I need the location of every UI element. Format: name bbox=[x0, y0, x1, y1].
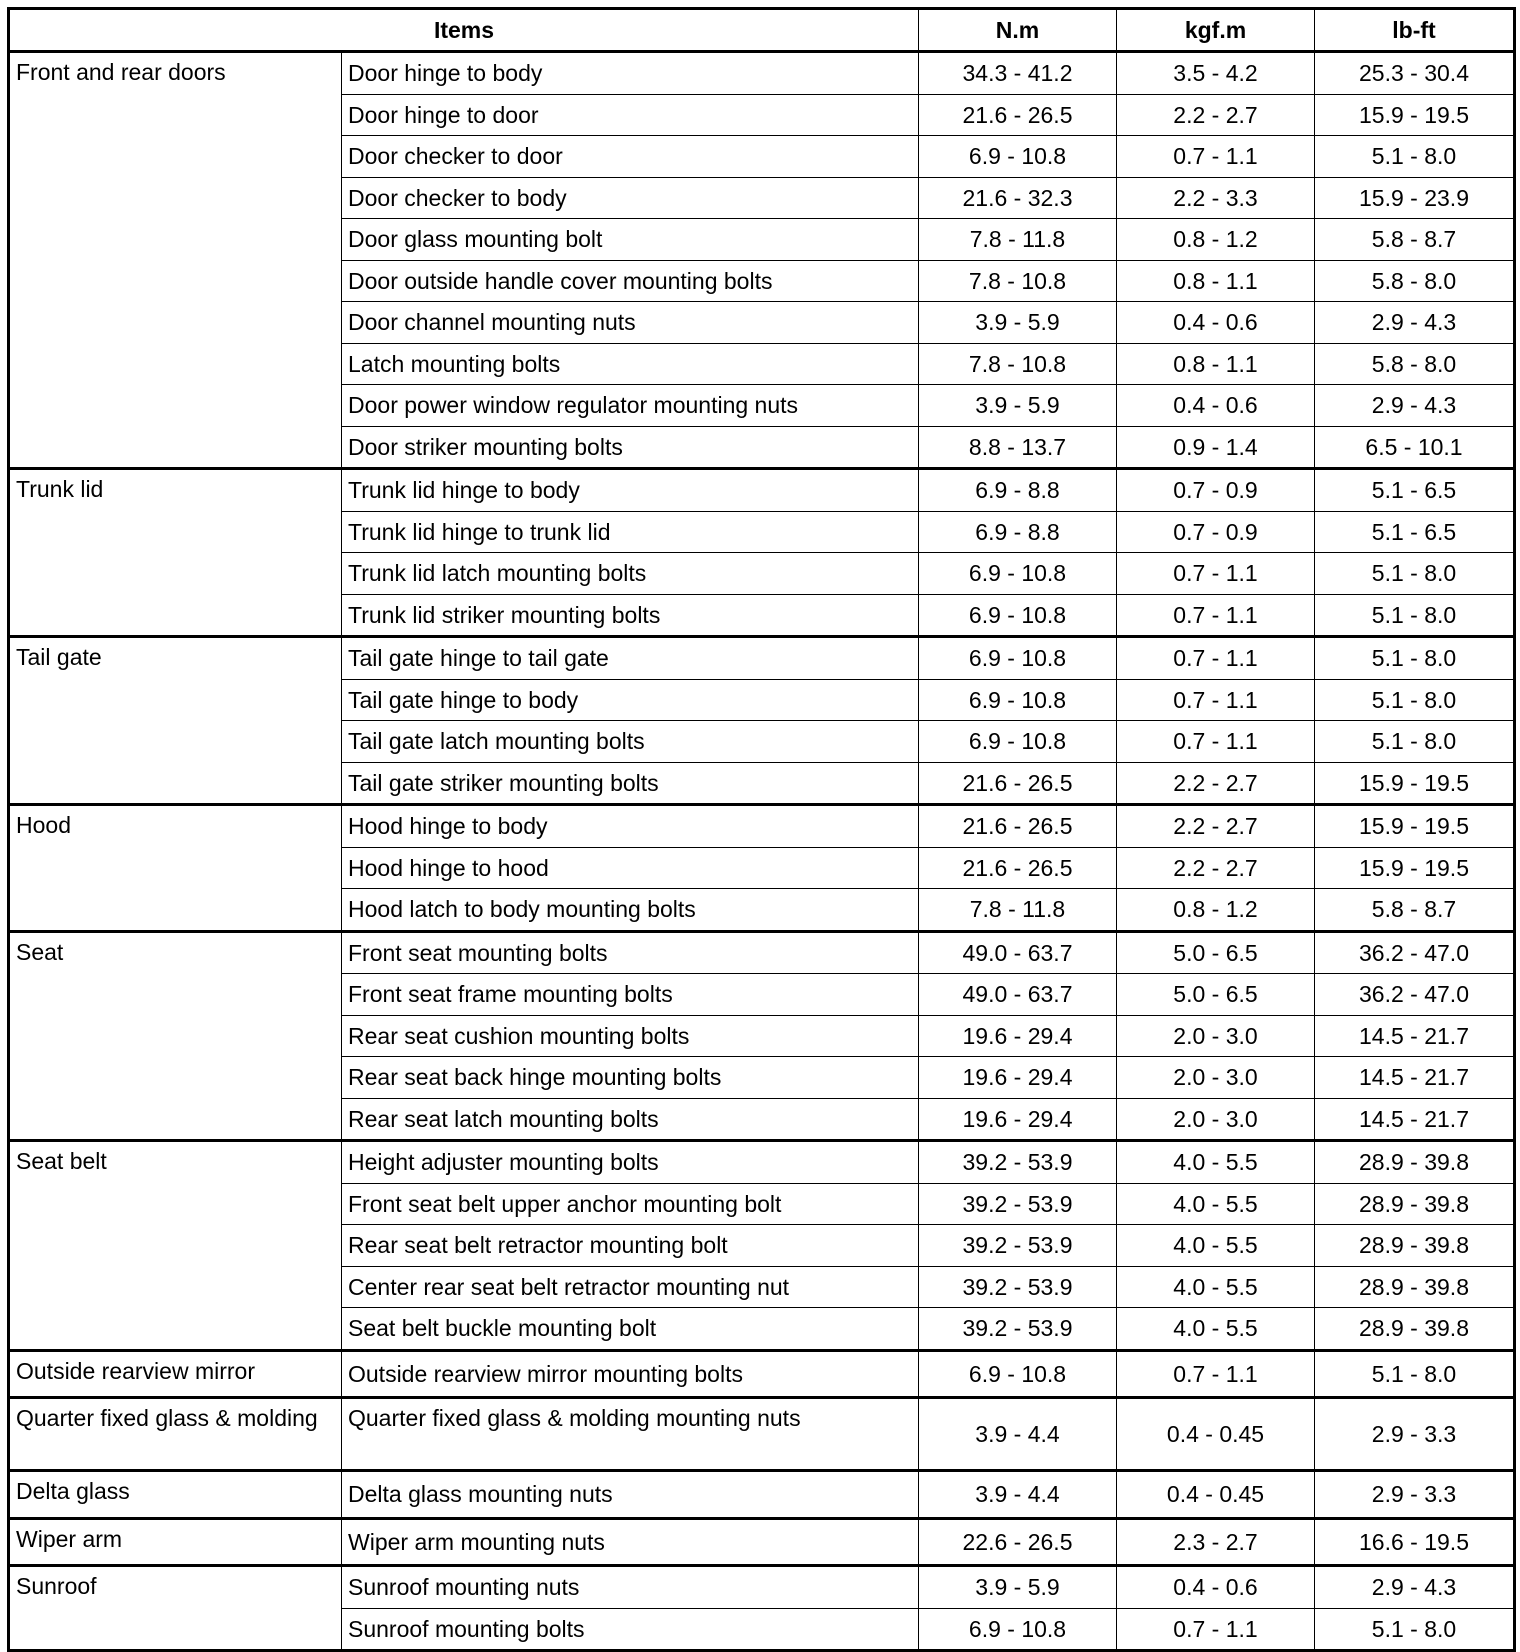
group-name-cell: Hood bbox=[9, 805, 342, 932]
kgfm-cell: 0.7 - 1.1 bbox=[1117, 1350, 1315, 1398]
kgfm-cell: 0.7 - 1.1 bbox=[1117, 679, 1315, 721]
kgfm-cell: 2.2 - 2.7 bbox=[1117, 847, 1315, 889]
header-lbft: lb-ft bbox=[1315, 9, 1515, 52]
kgfm-cell: 4.0 - 5.5 bbox=[1117, 1266, 1315, 1308]
kgfm-cell: 4.0 - 5.5 bbox=[1117, 1308, 1315, 1351]
kgfm-cell: 0.8 - 1.1 bbox=[1117, 343, 1315, 385]
kgfm-cell: 4.0 - 5.5 bbox=[1117, 1225, 1315, 1267]
kgfm-cell: 0.7 - 1.1 bbox=[1117, 721, 1315, 763]
nm-cell: 19.6 - 29.4 bbox=[919, 1015, 1117, 1057]
nm-cell: 39.2 - 53.9 bbox=[919, 1141, 1117, 1184]
nm-cell: 21.6 - 32.3 bbox=[919, 177, 1117, 219]
kgfm-cell: 2.3 - 2.7 bbox=[1117, 1518, 1315, 1566]
lbft-cell: 2.9 - 3.3 bbox=[1315, 1398, 1515, 1471]
item-cell: Door power window regulator mounting nuts bbox=[342, 385, 919, 427]
nm-cell: 6.9 - 10.8 bbox=[919, 637, 1117, 680]
table-row bbox=[9, 637, 1515, 680]
lbft-cell: 5.1 - 8.0 bbox=[1315, 1350, 1515, 1398]
item-cell: Trunk lid latch mounting bolts bbox=[342, 553, 919, 595]
nm-cell: 3.9 - 4.4 bbox=[919, 1471, 1117, 1519]
lbft-cell: 5.1 - 8.0 bbox=[1315, 679, 1515, 721]
lbft-cell: 5.1 - 8.0 bbox=[1315, 136, 1515, 178]
item-cell: Sunroof mounting bolts bbox=[342, 1608, 919, 1651]
lbft-cell: 5.8 - 8.0 bbox=[1315, 260, 1515, 302]
group-section bbox=[9, 1141, 1515, 1351]
lbft-cell: 28.9 - 39.8 bbox=[1315, 1141, 1515, 1184]
nm-cell: 39.2 - 53.9 bbox=[919, 1308, 1117, 1351]
table-row bbox=[9, 1398, 1515, 1471]
lbft-cell: 25.3 - 30.4 bbox=[1315, 52, 1515, 95]
lbft-cell: 28.9 - 39.8 bbox=[1315, 1308, 1515, 1351]
group-section bbox=[9, 637, 1515, 805]
item-cell: Trunk lid striker mounting bolts bbox=[342, 594, 919, 637]
kgfm-cell: 5.0 - 6.5 bbox=[1117, 931, 1315, 974]
item-cell: Hood hinge to hood bbox=[342, 847, 919, 889]
kgfm-cell: 0.7 - 1.1 bbox=[1117, 594, 1315, 637]
group-section bbox=[9, 1471, 1515, 1519]
kgfm-cell: 4.0 - 5.5 bbox=[1117, 1183, 1315, 1225]
nm-cell: 7.8 - 10.8 bbox=[919, 343, 1117, 385]
kgfm-cell: 3.5 - 4.2 bbox=[1117, 52, 1315, 95]
item-cell: Wiper arm mounting nuts bbox=[342, 1518, 919, 1566]
item-cell: Tail gate striker mounting bolts bbox=[342, 762, 919, 805]
table-row bbox=[9, 1141, 1515, 1184]
group-name-cell: Delta glass bbox=[9, 1471, 342, 1519]
item-cell: Door glass mounting bolt bbox=[342, 219, 919, 261]
item-cell: Seat belt buckle mounting bolt bbox=[342, 1308, 919, 1351]
nm-cell: 21.6 - 26.5 bbox=[919, 762, 1117, 805]
lbft-cell: 16.6 - 19.5 bbox=[1315, 1518, 1515, 1566]
item-cell: Rear seat latch mounting bolts bbox=[342, 1098, 919, 1141]
item-cell: Door hinge to body bbox=[342, 52, 919, 95]
item-cell: Rear seat cushion mounting bolts bbox=[342, 1015, 919, 1057]
item-cell: Quarter fixed glass & molding mounting nuts bbox=[342, 1398, 919, 1471]
nm-cell: 3.9 - 4.4 bbox=[919, 1398, 1117, 1471]
lbft-cell: 15.9 - 19.5 bbox=[1315, 847, 1515, 889]
table-row bbox=[9, 1518, 1515, 1566]
nm-cell: 49.0 - 63.7 bbox=[919, 931, 1117, 974]
item-cell: Rear seat back hinge mounting bolts bbox=[342, 1057, 919, 1099]
kgfm-cell: 2.2 - 2.7 bbox=[1117, 762, 1315, 805]
item-cell: Door checker to body bbox=[342, 177, 919, 219]
torque-spec-table bbox=[7, 7, 1516, 1652]
kgfm-cell: 2.0 - 3.0 bbox=[1117, 1015, 1315, 1057]
nm-cell: 49.0 - 63.7 bbox=[919, 974, 1117, 1016]
kgfm-cell: 0.7 - 0.9 bbox=[1117, 511, 1315, 553]
item-cell: Outside rearview mirror mounting bolts bbox=[342, 1350, 919, 1398]
group-name-cell: Outside rearview mirror bbox=[9, 1350, 342, 1398]
nm-cell: 21.6 - 26.5 bbox=[919, 805, 1117, 848]
table-row bbox=[9, 1566, 1515, 1609]
kgfm-cell: 2.2 - 3.3 bbox=[1117, 177, 1315, 219]
lbft-cell: 5.1 - 8.0 bbox=[1315, 594, 1515, 637]
kgfm-cell: 4.0 - 5.5 bbox=[1117, 1141, 1315, 1184]
kgfm-cell: 0.4 - 0.45 bbox=[1117, 1398, 1315, 1471]
lbft-cell: 5.1 - 8.0 bbox=[1315, 721, 1515, 763]
kgfm-cell: 2.0 - 3.0 bbox=[1117, 1098, 1315, 1141]
group-name-cell: Trunk lid bbox=[9, 469, 342, 637]
group-name-cell: Tail gate bbox=[9, 637, 342, 805]
lbft-cell: 28.9 - 39.8 bbox=[1315, 1183, 1515, 1225]
item-cell: Front seat frame mounting bolts bbox=[342, 974, 919, 1016]
lbft-cell: 5.1 - 6.5 bbox=[1315, 469, 1515, 512]
item-cell: Trunk lid hinge to body bbox=[342, 469, 919, 512]
item-cell: Door striker mounting bolts bbox=[342, 426, 919, 469]
nm-cell: 6.9 - 10.8 bbox=[919, 553, 1117, 595]
nm-cell: 3.9 - 5.9 bbox=[919, 1566, 1117, 1609]
nm-cell: 19.6 - 29.4 bbox=[919, 1057, 1117, 1099]
item-cell: Hood latch to body mounting bolts bbox=[342, 889, 919, 932]
item-cell: Tail gate latch mounting bolts bbox=[342, 721, 919, 763]
nm-cell: 39.2 - 53.9 bbox=[919, 1225, 1117, 1267]
kgfm-cell: 0.7 - 1.1 bbox=[1117, 553, 1315, 595]
lbft-cell: 2.9 - 4.3 bbox=[1315, 385, 1515, 427]
item-cell: Trunk lid hinge to trunk lid bbox=[342, 511, 919, 553]
group-name-cell: Front and rear doors bbox=[9, 52, 342, 469]
kgfm-cell: 2.2 - 2.7 bbox=[1117, 94, 1315, 136]
kgfm-cell: 0.8 - 1.2 bbox=[1117, 889, 1315, 932]
nm-cell: 21.6 - 26.5 bbox=[919, 847, 1117, 889]
table-row bbox=[9, 931, 1515, 974]
group-section bbox=[9, 931, 1515, 1141]
kgfm-cell: 0.8 - 1.2 bbox=[1117, 219, 1315, 261]
group-section bbox=[9, 469, 1515, 637]
nm-cell: 3.9 - 5.9 bbox=[919, 302, 1117, 344]
group-name-cell: Wiper arm bbox=[9, 1518, 342, 1566]
lbft-cell: 15.9 - 19.5 bbox=[1315, 94, 1515, 136]
nm-cell: 6.9 - 10.8 bbox=[919, 1350, 1117, 1398]
item-cell: Door outside handle cover mounting bolts bbox=[342, 260, 919, 302]
nm-cell: 39.2 - 53.9 bbox=[919, 1183, 1117, 1225]
lbft-cell: 36.2 - 47.0 bbox=[1315, 974, 1515, 1016]
kgfm-cell: 0.7 - 1.1 bbox=[1117, 1608, 1315, 1651]
item-cell: Front seat mounting bolts bbox=[342, 931, 919, 974]
kgfm-cell: 0.7 - 1.1 bbox=[1117, 136, 1315, 178]
lbft-cell: 28.9 - 39.8 bbox=[1315, 1225, 1515, 1267]
nm-cell: 6.9 - 10.8 bbox=[919, 594, 1117, 637]
nm-cell: 22.6 - 26.5 bbox=[919, 1518, 1117, 1566]
kgfm-cell: 0.4 - 0.6 bbox=[1117, 1566, 1315, 1609]
group-section bbox=[9, 52, 1515, 469]
group-section bbox=[9, 805, 1515, 932]
item-cell: Sunroof mounting nuts bbox=[342, 1566, 919, 1609]
group-name-cell: Seat belt bbox=[9, 1141, 342, 1351]
lbft-cell: 14.5 - 21.7 bbox=[1315, 1015, 1515, 1057]
item-cell: Height adjuster mounting bolts bbox=[342, 1141, 919, 1184]
item-cell: Delta glass mounting nuts bbox=[342, 1471, 919, 1519]
table-row bbox=[9, 469, 1515, 512]
lbft-cell: 5.8 - 8.7 bbox=[1315, 219, 1515, 261]
kgfm-cell: 5.0 - 6.5 bbox=[1117, 974, 1315, 1016]
group-section bbox=[9, 1518, 1515, 1566]
item-cell: Hood hinge to body bbox=[342, 805, 919, 848]
kgfm-cell: 2.2 - 2.7 bbox=[1117, 805, 1315, 848]
lbft-cell: 28.9 - 39.8 bbox=[1315, 1266, 1515, 1308]
lbft-cell: 5.8 - 8.7 bbox=[1315, 889, 1515, 932]
kgfm-cell: 0.9 - 1.4 bbox=[1117, 426, 1315, 469]
item-cell: Tail gate hinge to body bbox=[342, 679, 919, 721]
table-row bbox=[9, 1350, 1515, 1398]
table-row bbox=[9, 805, 1515, 848]
lbft-cell: 15.9 - 19.5 bbox=[1315, 805, 1515, 848]
lbft-cell: 15.9 - 23.9 bbox=[1315, 177, 1515, 219]
kgfm-cell: 0.4 - 0.45 bbox=[1117, 1471, 1315, 1519]
item-cell: Latch mounting bolts bbox=[342, 343, 919, 385]
nm-cell: 39.2 - 53.9 bbox=[919, 1266, 1117, 1308]
header-row bbox=[9, 9, 1515, 52]
kgfm-cell: 0.4 - 0.6 bbox=[1117, 302, 1315, 344]
nm-cell: 6.9 - 10.8 bbox=[919, 1608, 1117, 1651]
table-header bbox=[9, 9, 1515, 52]
lbft-cell: 2.9 - 3.3 bbox=[1315, 1471, 1515, 1519]
lbft-cell: 6.5 - 10.1 bbox=[1315, 426, 1515, 469]
lbft-cell: 5.1 - 8.0 bbox=[1315, 1608, 1515, 1651]
nm-cell: 3.9 - 5.9 bbox=[919, 385, 1117, 427]
header-items: Items bbox=[9, 9, 919, 52]
item-cell: Center rear seat belt retractor mounting nut bbox=[342, 1266, 919, 1308]
kgfm-cell: 0.8 - 1.1 bbox=[1117, 260, 1315, 302]
item-cell: Rear seat belt retractor mounting bolt bbox=[342, 1225, 919, 1267]
nm-cell: 34.3 - 41.2 bbox=[919, 52, 1117, 95]
nm-cell: 8.8 - 13.7 bbox=[919, 426, 1117, 469]
table-row bbox=[9, 52, 1515, 95]
kgfm-cell: 0.7 - 1.1 bbox=[1117, 637, 1315, 680]
header-kgfm: kgf.m bbox=[1117, 9, 1315, 52]
nm-cell: 6.9 - 8.8 bbox=[919, 511, 1117, 553]
lbft-cell: 5.1 - 8.0 bbox=[1315, 637, 1515, 680]
lbft-cell: 5.8 - 8.0 bbox=[1315, 343, 1515, 385]
item-cell: Tail gate hinge to tail gate bbox=[342, 637, 919, 680]
lbft-cell: 14.5 - 21.7 bbox=[1315, 1098, 1515, 1141]
kgfm-cell: 0.4 - 0.6 bbox=[1117, 385, 1315, 427]
group-name-cell: Seat bbox=[9, 931, 342, 1141]
lbft-cell: 5.1 - 8.0 bbox=[1315, 553, 1515, 595]
nm-cell: 6.9 - 10.8 bbox=[919, 679, 1117, 721]
item-cell: Door checker to door bbox=[342, 136, 919, 178]
lbft-cell: 36.2 - 47.0 bbox=[1315, 931, 1515, 974]
nm-cell: 19.6 - 29.4 bbox=[919, 1098, 1117, 1141]
nm-cell: 7.8 - 10.8 bbox=[919, 260, 1117, 302]
group-name-cell: Sunroof bbox=[9, 1566, 342, 1651]
lbft-cell: 2.9 - 4.3 bbox=[1315, 1566, 1515, 1609]
nm-cell: 7.8 - 11.8 bbox=[919, 219, 1117, 261]
group-name-cell: Quarter fixed glass & molding bbox=[9, 1398, 342, 1471]
header-nm: N.m bbox=[919, 9, 1117, 52]
group-section bbox=[9, 1350, 1515, 1398]
item-cell: Front seat belt upper anchor mounting bolt bbox=[342, 1183, 919, 1225]
lbft-cell: 5.1 - 6.5 bbox=[1315, 511, 1515, 553]
lbft-cell: 15.9 - 19.5 bbox=[1315, 762, 1515, 805]
group-section bbox=[9, 1566, 1515, 1651]
lbft-cell: 14.5 - 21.7 bbox=[1315, 1057, 1515, 1099]
nm-cell: 6.9 - 10.8 bbox=[919, 721, 1117, 763]
table-row bbox=[9, 1471, 1515, 1519]
kgfm-cell: 2.0 - 3.0 bbox=[1117, 1057, 1315, 1099]
group-section bbox=[9, 1398, 1515, 1471]
kgfm-cell: 0.7 - 0.9 bbox=[1117, 469, 1315, 512]
lbft-cell: 2.9 - 4.3 bbox=[1315, 302, 1515, 344]
nm-cell: 6.9 - 8.8 bbox=[919, 469, 1117, 512]
nm-cell: 21.6 - 26.5 bbox=[919, 94, 1117, 136]
nm-cell: 7.8 - 11.8 bbox=[919, 889, 1117, 932]
nm-cell: 6.9 - 10.8 bbox=[919, 136, 1117, 178]
item-cell: Door hinge to door bbox=[342, 94, 919, 136]
item-cell: Door channel mounting nuts bbox=[342, 302, 919, 344]
